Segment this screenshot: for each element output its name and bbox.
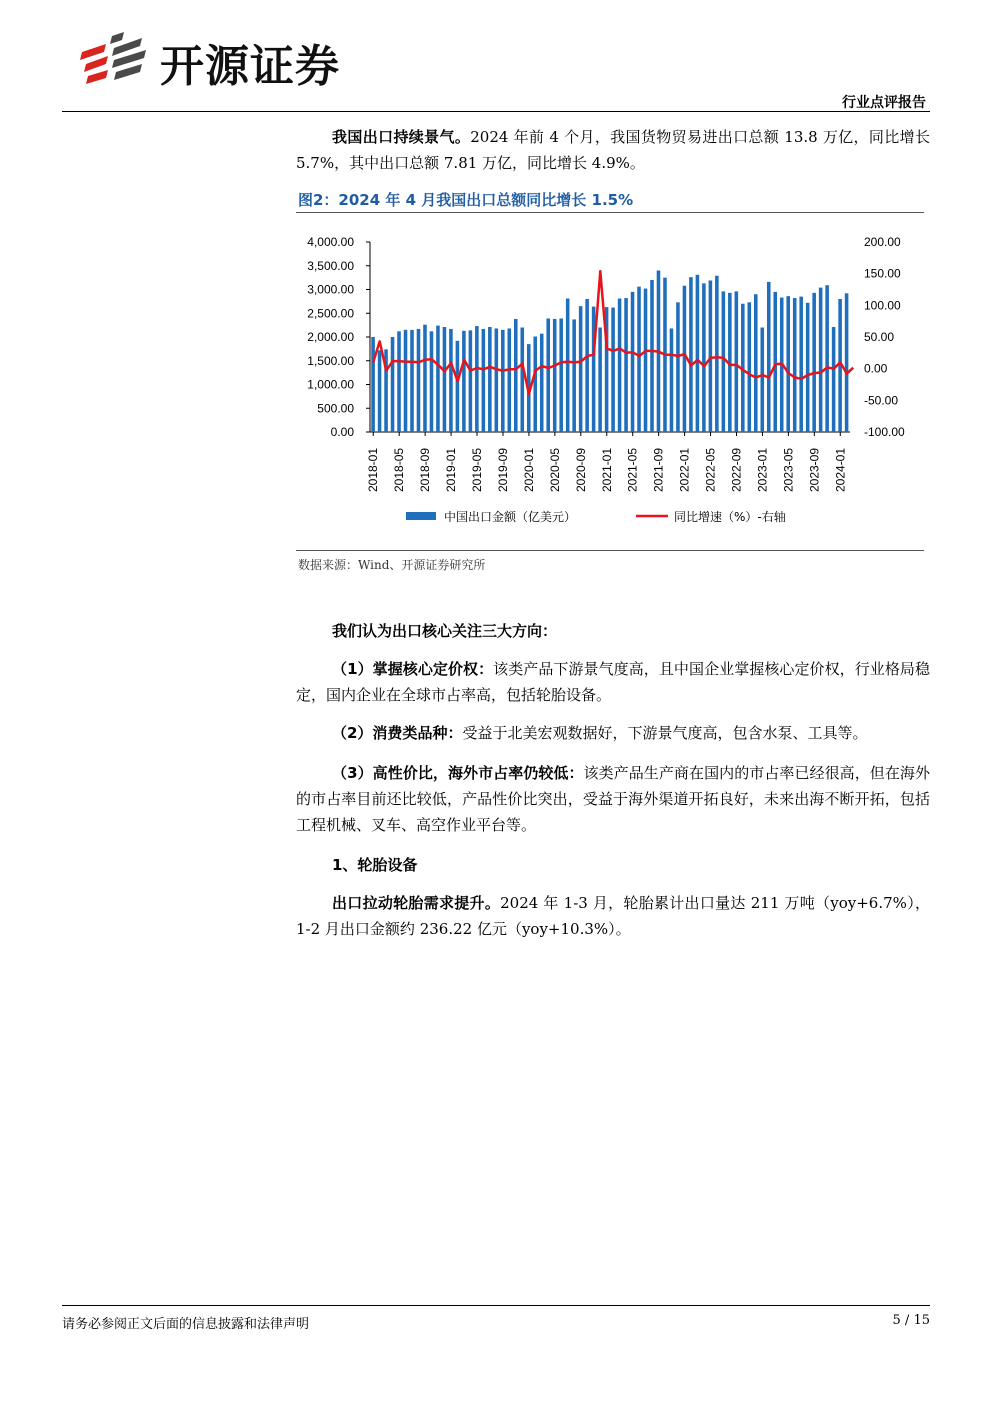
x-tick-label: 2021-01 [599,447,614,492]
direction-item-1-text: 该类产品下游景气度高，且中国企业掌握核心定价权，行业格局稳定，国内企业在全球市占率高，包括轮胎设备。 [296,660,930,704]
intro-text: 2024 年前 4 个月，我国货物贸易进出口总额 13.8 万亿，同比增长 5.7%，其中出口总额 7.81 万亿，同比增长 4.9%。 [296,128,930,172]
export-bar [735,291,739,432]
x-tick-label: 2022-09 [729,447,744,492]
export-bar [767,282,771,432]
export-bar [533,337,537,432]
direction-item-3-text: 该类产品生产商在国内的市占率已经很高，但在海外的市占率目前还比较低，产品性价比突出，受益于海外渠道开拓良好，未来出海不断开拓，包括工程机械、叉车、高空作业平台等。 [296,764,930,834]
export-bar [579,306,583,432]
report-type-label: 行业点评报告 [842,95,926,111]
export-bar [683,286,687,432]
export-bar [748,302,752,432]
figure-title: 图2：2024 年 4 月我国出口总额同比增长 1.5% [298,191,634,209]
export-bar [436,326,440,432]
export-bar [650,280,654,432]
footer-divider [62,1305,930,1306]
direction-item-1-lead: （1）掌握核心定价权： [332,660,494,678]
export-bar [812,293,816,432]
export-chart [296,214,928,550]
y-right-tick-label: 0.00 [864,361,888,376]
export-bar [637,287,641,432]
x-tick-label: 2023-01 [755,447,770,492]
export-bar [410,330,414,432]
intro-lead: 我国出口持续景气。 [332,128,471,146]
y-left-tick-label: 4,000.00 [307,235,354,249]
export-bar [773,292,777,432]
export-bar [397,331,401,432]
export-bar [443,327,447,432]
export-bar [520,328,524,433]
export-bar [793,298,797,432]
export-bar [631,292,635,432]
direction-item-3-lead: （3）高性价比，海外市占率仍较低： [332,764,584,782]
export-bar [553,319,557,432]
export-bar [404,330,408,432]
export-bar [417,329,421,432]
export-bar [482,329,486,432]
export-bar [566,299,570,432]
export-bar [624,298,628,432]
export-bar [806,303,810,432]
figure-bottom-rule [296,550,924,551]
x-tick-label: 2019-09 [495,447,510,492]
y-left-tick-label: 3,000.00 [307,282,354,297]
x-tick-label: 2018-01 [366,447,381,492]
x-tick-label: 2023-05 [781,447,796,492]
export-bar [832,327,836,432]
export-bar [546,318,550,432]
export-bar [456,341,460,432]
subheading-tire-equipment: 1、轮胎设备 [332,856,418,874]
legend-swatch-exports [406,512,436,520]
y-right-tick-label: 100.00 [864,298,901,313]
export-bar [449,329,453,432]
y-right-tick-label: 200.00 [864,235,901,249]
export-bar [722,291,726,432]
direction-item-1 [296,656,930,708]
export-bar [644,289,648,432]
export-bar [825,285,829,432]
direction-item-3 [296,760,930,838]
x-tick-label: 2022-05 [703,447,718,492]
x-tick-label: 2024-01 [833,447,848,492]
export-bar [508,328,512,432]
export-bar [514,319,518,432]
x-tick-label: 2020-05 [547,447,562,492]
export-bar [696,275,700,432]
brand-name: 开源证券 [160,41,340,92]
export-bar [423,325,427,432]
export-bar [371,337,375,432]
export-bar [754,294,758,432]
export-bar [709,280,713,432]
figure-source: 数据来源：Wind、开源证券研究所 [298,558,486,572]
direction-item-2-text: 受益于北美宏观数据好，下游景气度高，包含水泵、工具等。 [462,724,868,742]
x-tick-label: 2022-01 [677,447,692,492]
export-bar [819,288,823,432]
y-left-tick-label: 500.00 [317,401,354,416]
y-right-tick-label: -100.00 [864,425,905,439]
tire-text: 2024 年 1-3 月，轮胎累计出口量达 211 万吨（yoy+6.7%），1-2 月出口金额约 236.22 亿元（yoy+10.3%）。 [296,894,930,938]
chart-legend [406,509,786,524]
export-bar [495,328,499,432]
export-bar [702,283,706,432]
x-tick-label: 2019-01 [444,447,459,492]
page-number: 5 / 15 [892,1313,930,1328]
export-bar [585,299,589,432]
tire-paragraph [296,890,930,942]
export-bar [391,337,395,432]
figure-top-rule [296,212,924,213]
y-left-tick-label: 2,500.00 [307,306,354,321]
export-bar [462,331,466,432]
footer-disclaimer: 请务必参阅正文后面的信息披露和法律声明 [62,1317,310,1332]
y-right-tick-label: -50.00 [864,393,899,408]
export-bar [618,299,622,432]
y-right-tick-label: 50.00 [864,330,895,344]
x-tick-label: 2019-05 [470,447,485,492]
legend-label-exports: 中国出口金额（亿美元） [444,510,577,524]
export-bar [430,331,434,432]
export-bar [611,308,615,432]
export-bar [469,330,473,432]
export-bar [845,293,849,432]
export-bar [540,334,544,432]
x-tick-label: 2023-09 [807,447,822,492]
x-tick-label: 2021-05 [625,447,640,492]
export-bar [760,328,764,433]
y-left-tick-label: 1,500.00 [307,353,354,368]
export-bar [689,277,693,432]
export-bar [786,296,790,432]
export-bar [572,319,576,432]
x-tick-label: 2020-01 [521,447,536,492]
export-bar [378,350,382,432]
x-tick-label: 2020-09 [573,447,588,492]
brand-logo-mark [78,30,150,86]
y-left-tick-label: 1,000.00 [307,377,354,392]
header-divider [62,111,930,112]
export-bar [715,276,719,432]
direction-item-2-lead: （2）消费类品种： [332,724,463,742]
tire-lead: 出口拉动轮胎需求提升。 [332,894,501,912]
intro-paragraph [296,124,930,176]
direction-item-2 [296,720,930,746]
y-left-tick-label: 2,000.00 [307,330,354,344]
y-left-tick-label: 3,500.00 [307,258,354,273]
export-bar [598,328,602,433]
x-tick-label: 2018-09 [418,447,433,492]
x-tick-label: 2018-05 [392,447,407,492]
export-bar [676,302,680,432]
y-right-tick-label: 150.00 [864,266,901,281]
y-left-tick-label: 0.00 [330,425,354,439]
export-bar [799,297,803,432]
export-bar [670,328,674,432]
export-bar [559,318,563,432]
export-bar [488,327,492,432]
export-bar [501,330,505,432]
export-bar [475,326,479,432]
x-tick-label: 2021-09 [651,447,666,492]
legend-label-yoy: 同比增速（%）-右轴 [674,510,786,524]
directions-title: 我们认为出口核心关注三大方向： [332,622,558,640]
